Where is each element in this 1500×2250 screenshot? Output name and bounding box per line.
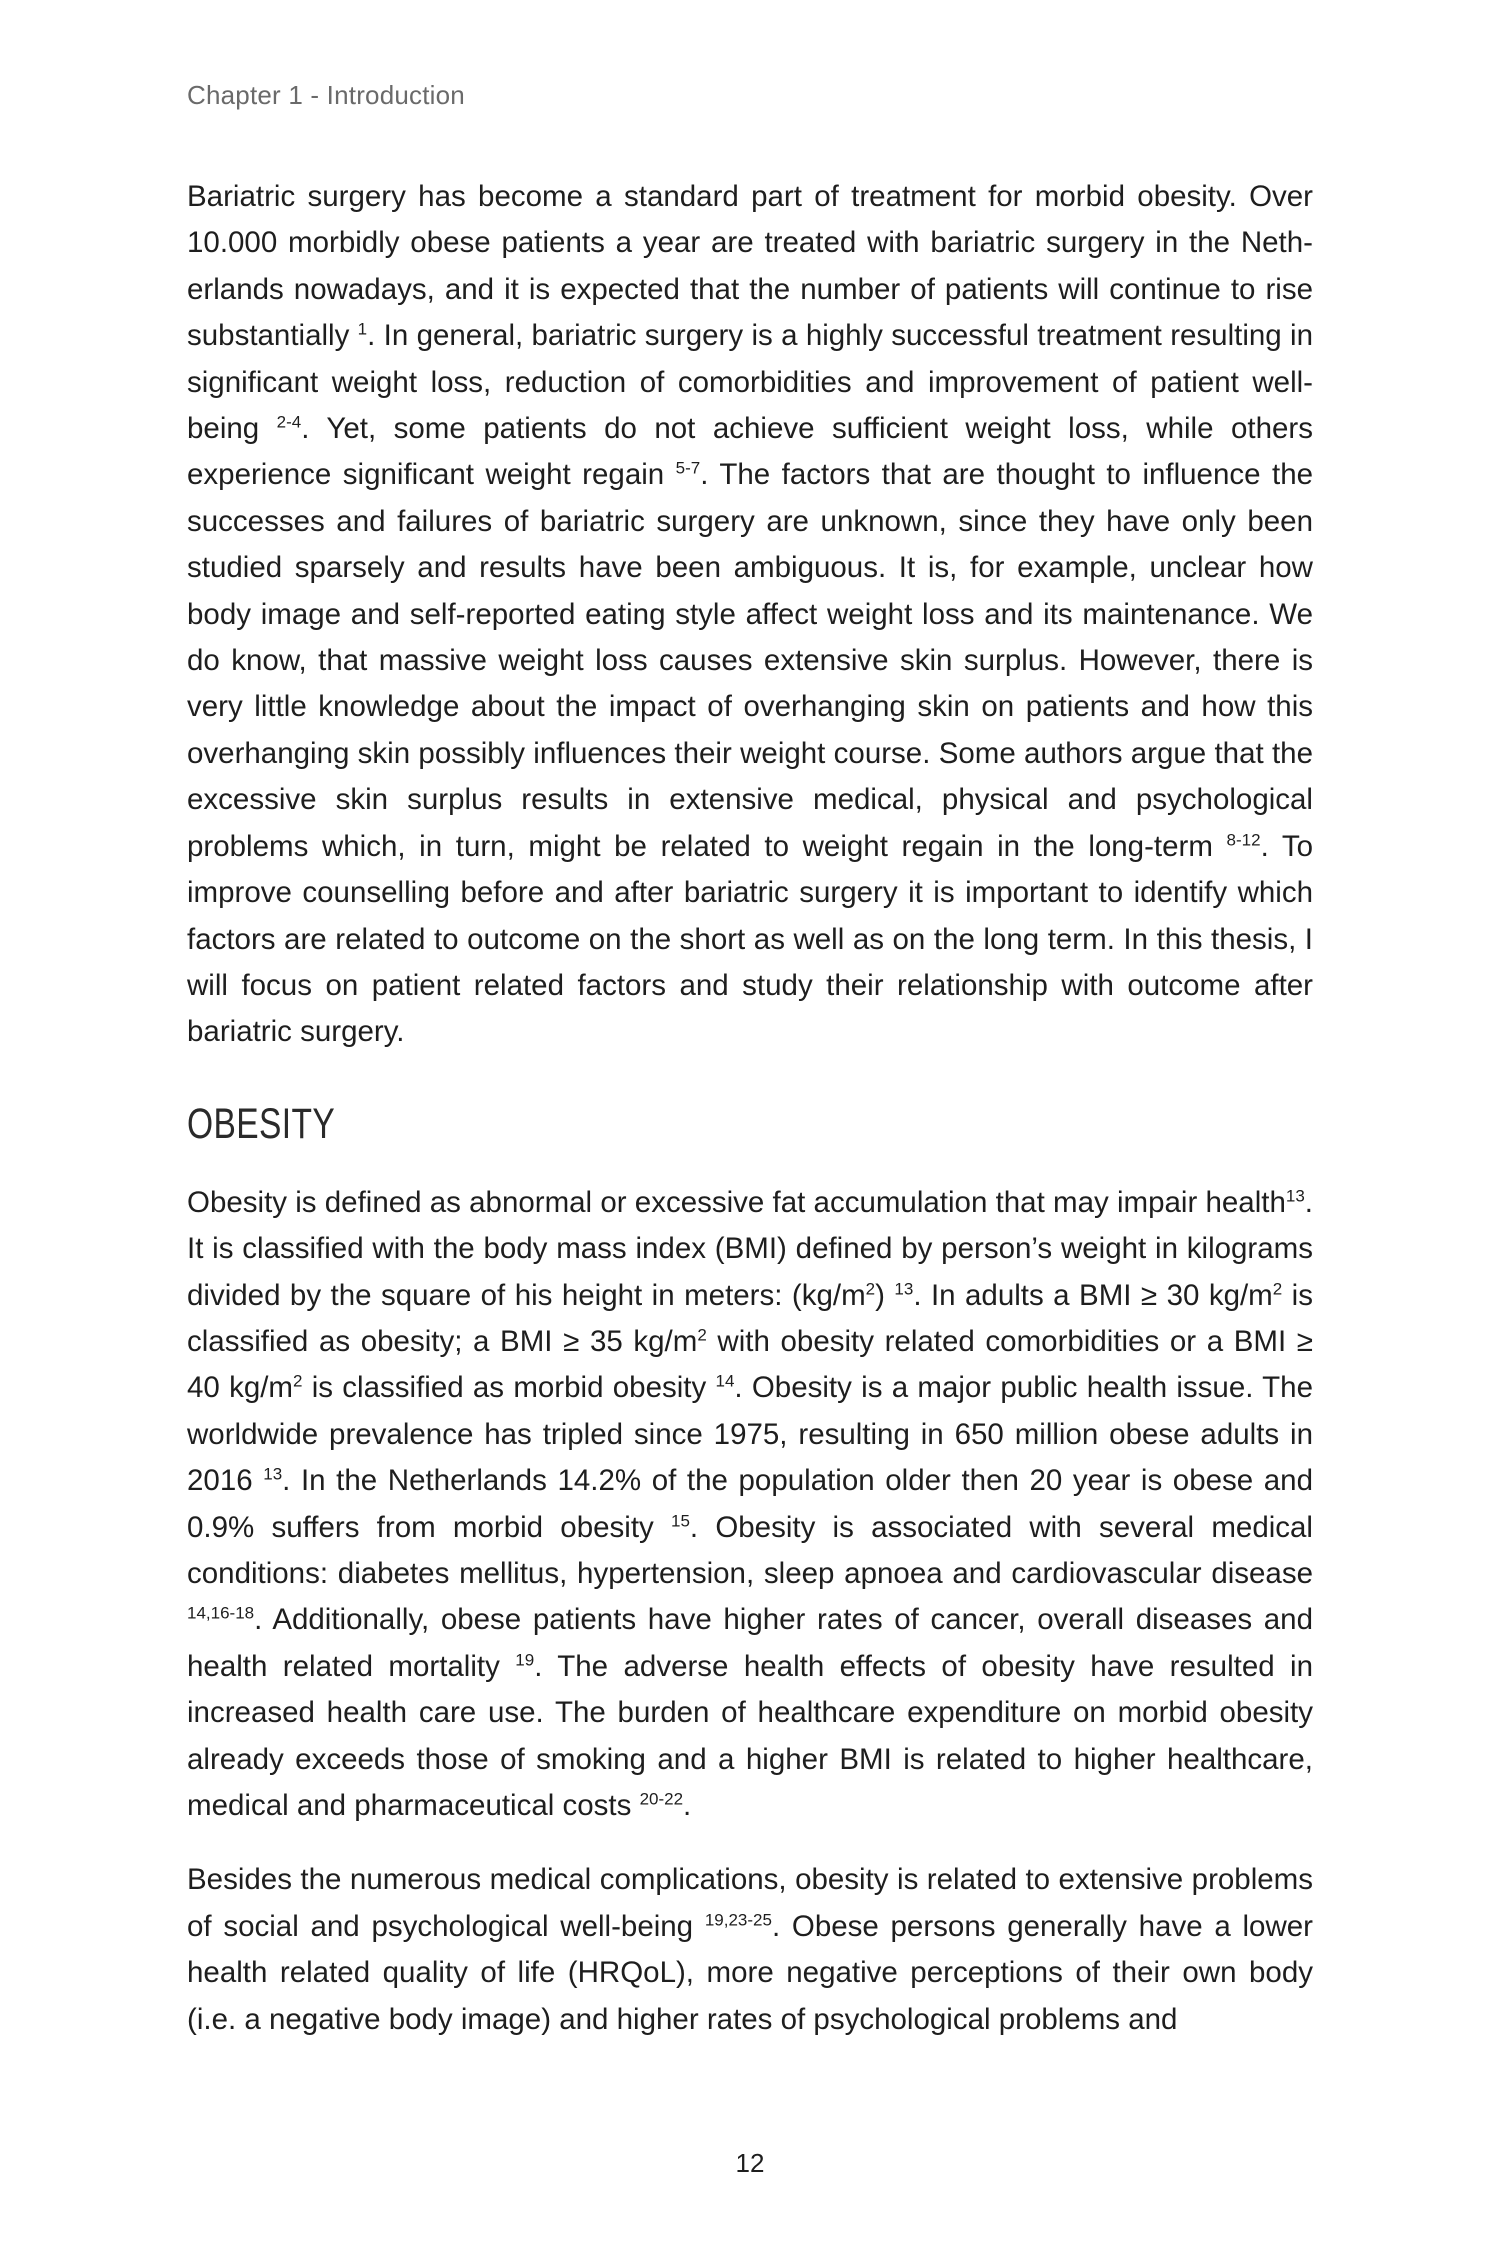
citation-reference: 20-22 (639, 1789, 684, 1809)
citation-reference: 19,23-25 (704, 1910, 772, 1930)
citation-reference: 2-4 (276, 412, 302, 432)
main-content (187, 174, 1313, 2043)
citation-reference: 13 (1285, 1186, 1305, 1206)
obesity-paragraph-2: Besides the numerous medical complications, obesity is related to extensive problems of social and psychological well-being $^{19,23-25}$. Obese persons generally have a lower health related quality of life (HRQoL), more negative perceptions of their own body (i.e. a negative body image) and higher rates of psychological problems and (187, 1863, 1313, 2036)
citation-reference: 15 (670, 1511, 690, 1531)
citation-reference: 14,16-18 (187, 1603, 255, 1623)
citation-reference: 14 (715, 1371, 735, 1391)
citation-reference: 2 (697, 1325, 707, 1345)
obesity-paragraph-1: Obesity is defined as abnormal or excessive fat accumulation that may impair health$^{13}$. It is classified with the body mass index (BMI) defined by person’s weight in kilograms divided by the square of his height in meters: $(kg/m^2)$ $^{13}$. In adults a BMI ≥ 30 $kg/m^2$ is classified as obesity; a BMI ≥ 35 $kg/m^2$ with obesity related comorbidities or a BMI ≥ 40 $kg/m^2$ is classified as morbid obesity $^{14}$. Obesity is a major public health issue. The worldwide prevalence has tripled since 1975, resulting in 650 million obese adults in 2016 $^{13}$. In the Netherlands 14.2% of the population older then 20 year is obese and 0.9% suffers from morbid obesity $^{15}$. Obesity is associated with several medical conditions: diabetes mellitus, hypertension, sleep apnoea and cardiovascular disease $^{14,16-18}$. Additionally, obese patients have higher rates of cancer, overall diseases and health related mortality $^{19}$. The adverse health effects of obesity have resulted in increased health care use. The burden of healthcare expenditure on morbid obesity already exceeds those of smoking and a higher BMI is related to higher healthcare, medical and pharmaceutical costs $^{20-22}$. (187, 1185, 1314, 1822)
citation-reference: 19 (515, 1650, 535, 1670)
running-head: Chapter 1 - Introduction (187, 80, 465, 110)
citation-reference: 8-12 (1226, 830, 1261, 850)
citation-reference: 1 (357, 319, 368, 339)
citation-reference: 13 (263, 1464, 283, 1484)
section-heading-obesity: OBESITY (187, 1099, 336, 1148)
citation-reference: 2 (865, 1279, 876, 1298)
intro-paragraph: Bariatric surgery has become a standard part of treatment for morbid obesity. Over 10.000 morbidly obese patients a year are treated with bariatric surgery in the Netherlands nowadays, and it is expected that the number of patients will continue to rise substantially $^1$. In general, bariatric surgery is a highly successful treatment resulting in significant weight loss, reduction of comorbidities and improvement of patient well-being $^{2-4}$. Yet, some patients do not achieve sufficient weight loss, while others experience significant weight regain $^{5-7}$. The factors that are thought to influence the successes and failures of bariatric surgery are unknown, since they have only been studied sparsely and results have been ambiguous. It is, for example, unclear how body image and self-reported eating style affect weight loss and its maintenance. We do know, that massive weight loss causes extensive skin surplus. However, there is very little knowledge about the impact of overhanging skin on patients and how this overhanging skin possibly influences their weight course. Some authors argue that the excessive skin surplus results in extensive medical, physical and psychological problems which, in turn, might be related to weight regain in the long-term $^{8-12}$. To improve counselling before and after bariatric surgery it is important to identify which factors are related to outcome on the short as well as on the long term. In this thesis, I will focus on patient related factors and study their relationship with outcome after bariatric surgery. (187, 180, 1314, 1049)
citation-reference: 2 (1272, 1279, 1283, 1298)
citation-reference: 2 (293, 1371, 303, 1391)
citation-reference: 13 (894, 1279, 914, 1298)
citation-reference: 5-7 (675, 458, 701, 478)
page-number: 12 (735, 2148, 765, 2178)
